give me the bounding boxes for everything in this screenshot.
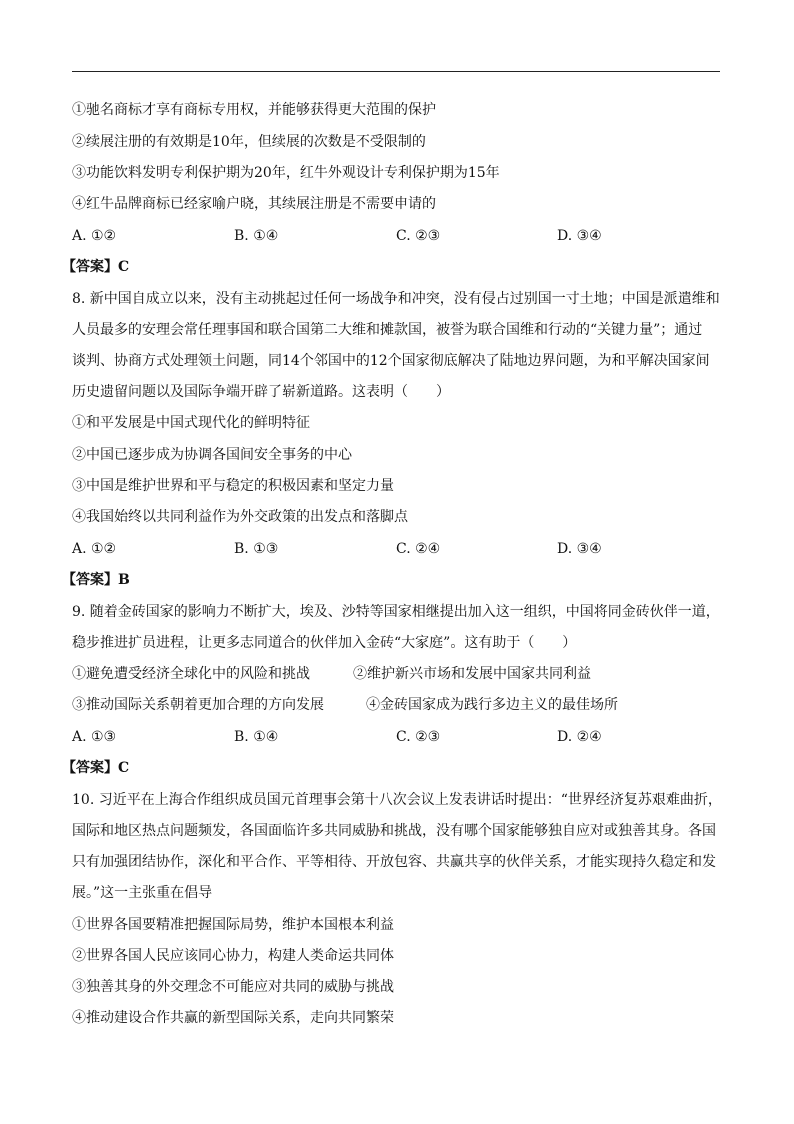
q10-stem-line-1: 10. 习近平在上海合作组织成员国元首理事会第十八次会议上发表讲话时提出：“世界经济复苏艰难曲折， bbox=[72, 792, 722, 808]
q10-stem-line-2: 国际和地区热点问题频发，各国面临许多共同威胁和挑战，没有哪个国家能够独自应对或独善其身。各国 bbox=[72, 823, 716, 839]
q7-statement-1: ①驰名商标才享有商标专用权，并能够获得更大范围的保护 bbox=[72, 102, 436, 118]
q9-option-d: D. ②④ bbox=[557, 729, 602, 745]
q7-option-b: B. ①④ bbox=[234, 228, 279, 244]
q10-statement-3: ③独善其身的外交理念不可能应对共同的威胁与挑战 bbox=[72, 979, 394, 995]
q9-stem-line-2: 稳步推进扩员进程，让更多志同道合的伙伴加入金砖“大家庭”。这有助于（ ） bbox=[72, 635, 577, 651]
q10-stem-line-4: 展。”这一主张重在倡导 bbox=[72, 885, 213, 901]
q9-option-c: C. ②③ bbox=[396, 729, 441, 745]
q10-stem-line-3: 只有加强团结协作，深化和平合作、平等相待、开放包容、共赢共享的伙伴关系，才能实现持久稳定和发 bbox=[72, 854, 716, 870]
q8-stem-line-4: 历史遗留问题以及国际争端开辟了崭新道路。这表明（ ） bbox=[72, 384, 450, 400]
q8-answer: 【答案】B bbox=[62, 572, 130, 588]
q7-statement-4: ④红牛品牌商标已经家喻户晓，其续展注册是不需要申请的 bbox=[72, 196, 436, 212]
q8-option-c: C. ②④ bbox=[396, 541, 441, 557]
q7-statement-3: ③功能饮料发明专利保护期为20年，红牛外观设计专利保护期为15年 bbox=[72, 165, 500, 181]
q9-option-b: B. ①④ bbox=[234, 729, 279, 745]
q9-answer: 【答案】C bbox=[62, 760, 130, 776]
q7-option-d: D. ③④ bbox=[557, 228, 602, 244]
q7-option-c: C. ②③ bbox=[396, 228, 441, 244]
header-rule bbox=[72, 71, 720, 72]
q8-statement-2: ②中国已逐步成为协调各国间安全事务的中心 bbox=[72, 447, 352, 463]
q9-statement-3: ③推动国际关系朝着更加合理的方向发展 bbox=[72, 697, 324, 713]
q8-option-a: A. ①② bbox=[72, 541, 117, 557]
q7-option-a: A. ①② bbox=[72, 228, 117, 244]
q10-statement-2: ②世界各国人民应该同心协力，构建人类命运共同体 bbox=[72, 948, 394, 964]
q7-answer: 【答案】C bbox=[62, 259, 130, 275]
q8-stem-line-1: 8. 新中国自成立以来，没有主动挑起过任何一场战争和冲突，没有侵占过别国一寸土地；中国是派遣维和 bbox=[72, 291, 720, 307]
q9-statement-2: ②维护新兴市场和发展中国家共同利益 bbox=[353, 666, 591, 682]
q8-stem-line-2: 人员最多的安理会常任理事国和联合国第二大维和摊款国，被誉为联合国维和行动的“关键力量”；通过 bbox=[72, 322, 703, 338]
q9-option-a: A. ①③ bbox=[72, 729, 117, 745]
q7-statement-2: ②续展注册的有效期是10年，但续展的次数是不受限制的 bbox=[72, 134, 426, 150]
q8-statement-4: ④我国始终以共同利益作为外交政策的出发点和落脚点 bbox=[72, 509, 408, 525]
q9-statement-1: ①避免遭受经济全球化中的风险和挑战 bbox=[72, 666, 310, 682]
q10-statement-4: ④推动建设合作共赢的新型国际关系，走向共同繁荣 bbox=[72, 1010, 394, 1026]
q9-stem-line-1: 9. 随着金砖国家的影响力不断扩大，埃及、沙特等国家相继提出加入这一组织，中国将同金砖伙伴一道， bbox=[72, 604, 720, 620]
q9-statement-4: ④金砖国家成为践行多边主义的最佳场所 bbox=[366, 697, 618, 713]
q8-statement-1: ①和平发展是中国式现代化的鲜明特征 bbox=[72, 415, 310, 431]
q8-stem-line-3: 谈判、协商方式处理领土问题，同14个邻国中的12个国家彻底解决了陆地边界问题，为和平解决国家间 bbox=[72, 353, 710, 369]
q10-statement-1: ①世界各国要精准把握国际局势，维护本国根本利益 bbox=[72, 917, 394, 933]
q8-statement-3: ③中国是维护世界和平与稳定的积极因素和坚定力量 bbox=[72, 478, 394, 494]
q8-option-d: D. ③④ bbox=[557, 541, 602, 557]
q8-option-b: B. ①③ bbox=[234, 541, 279, 557]
